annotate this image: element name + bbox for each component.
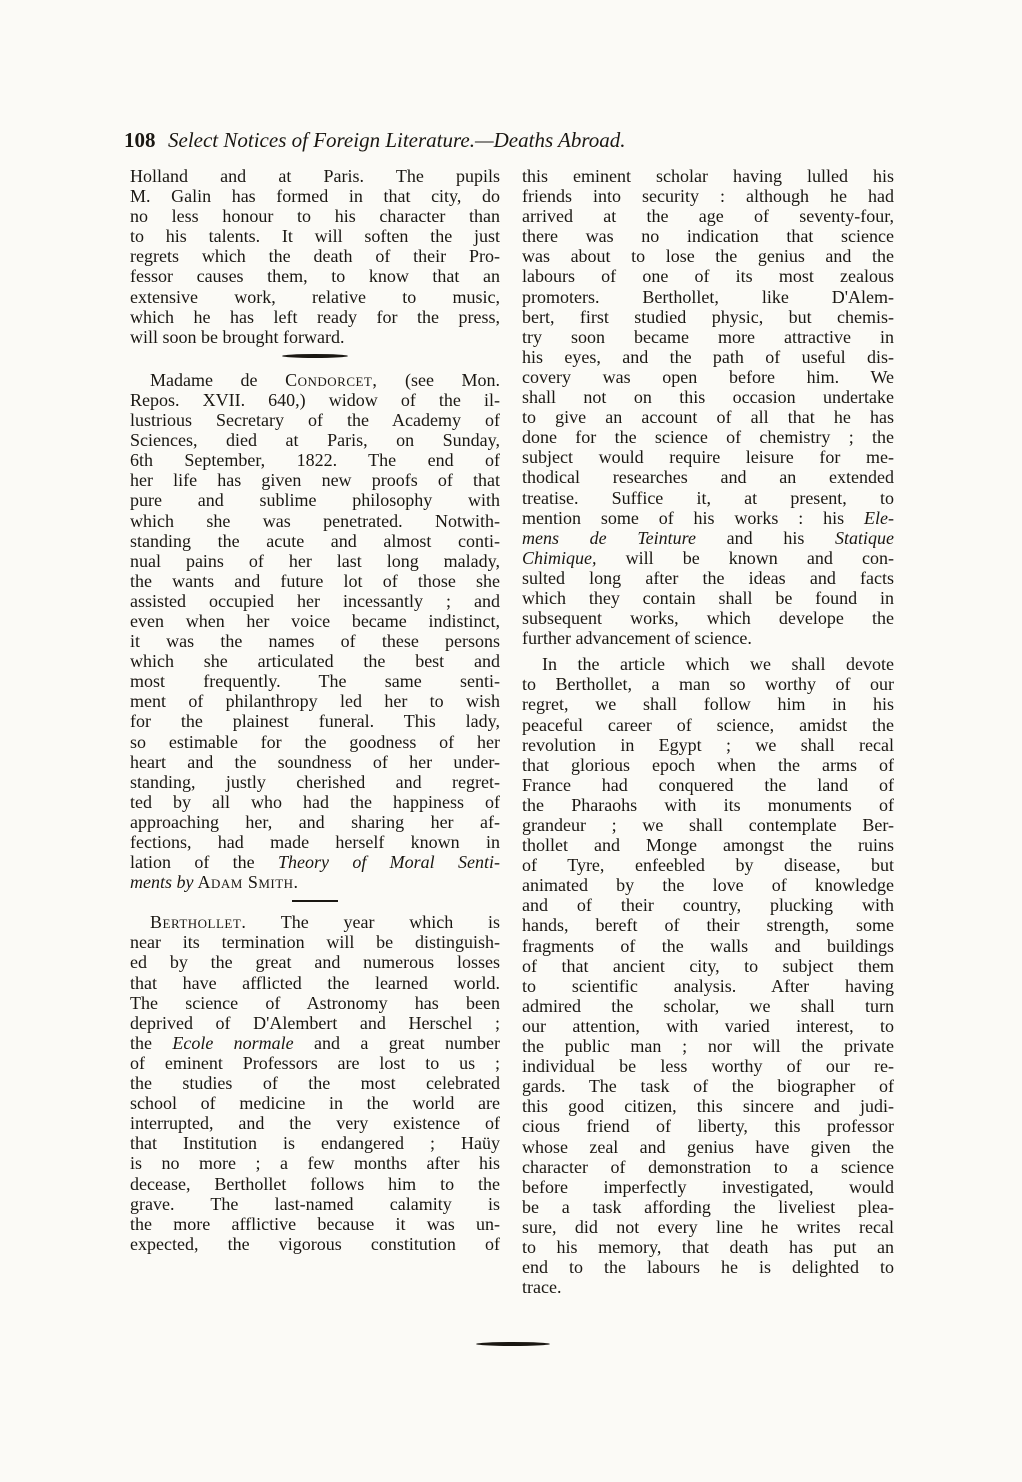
text-line: try soon became more attractive in: [522, 326, 894, 347]
text-line: friends into security : although he had: [522, 186, 894, 207]
text-line: is no more ; a few months after his: [130, 1153, 500, 1174]
text-line: which she articulated the best and: [130, 651, 500, 672]
text-line: nual pains of her last long malady,: [130, 550, 500, 571]
text-line: was about to lose the genius and the: [522, 246, 894, 267]
text-line: [130, 852, 500, 872]
text-line: approaching her, and sharing her af-: [130, 811, 500, 832]
text-line: trace.: [522, 1277, 562, 1298]
text-line: grave. The last-named calamity is: [130, 1193, 500, 1214]
text-line: decease, Berthollet follows him to the: [130, 1173, 500, 1194]
text-line: that Institution is endangered ; Haüy: [130, 1133, 500, 1154]
text-line: pure and sublime philosophy with: [130, 490, 500, 511]
text-line: will soon be brought forward.: [130, 326, 345, 347]
text-line: gards. The task of the biographer of: [522, 1076, 894, 1097]
text-line: so estimable for the goodness of her: [130, 731, 500, 752]
text-line: done for the science of chemistry ; the: [522, 427, 894, 448]
text-fragment: lation of the: [130, 852, 278, 873]
right-column: [522, 166, 894, 1297]
berthollet-continued: [522, 166, 894, 648]
text-line: ted by all who had the happiness of: [130, 791, 500, 812]
berthollet-notice: [130, 912, 500, 1254]
text-line: for the plainest funeral. This lady,: [130, 711, 500, 732]
text-line: [130, 912, 500, 932]
text-line: regrets which the death of their Pro-: [130, 246, 500, 267]
text-line: it was the names of these persons: [130, 631, 500, 652]
text-line: our attention, with varied interest, to: [522, 1015, 894, 1036]
text-line: deprived of D'Alembert and Herschel ;: [130, 1012, 500, 1033]
book-title: Theory of Moral Senti-: [278, 852, 500, 873]
text-line: of that ancient city, to subject them: [522, 955, 894, 976]
text-line: most frequently. The same senti-: [130, 671, 500, 692]
text-line: the more afflictive because it was un-: [130, 1213, 500, 1234]
text-line: In the article which we shall devote: [542, 654, 894, 675]
text-line: [130, 872, 500, 892]
text-line: bert, first studied physic, but chemis-: [522, 306, 894, 327]
text-line: end to the labours he is delighted to: [522, 1257, 894, 1278]
text-line: regret, we shall follow him in his: [522, 694, 894, 715]
text-line: ment of philanthropy led her to wish: [130, 691, 500, 712]
text-line: Repos. XVII. 640,) widow of the il-: [130, 389, 500, 410]
text-line: [522, 548, 894, 568]
text-line: fragments of the walls and buildings: [522, 935, 894, 956]
text-line: which he has left ready for the press,: [130, 306, 500, 327]
work-title: Chimique,: [522, 547, 597, 568]
text-line: near its termination will be distinguish-: [130, 932, 500, 953]
work-title: mens de Teinture: [522, 527, 696, 548]
text-line: heart and the soundness of her under-: [130, 751, 500, 772]
text-line: which they contain shall be found in: [522, 587, 894, 608]
text-line: standing the acute and almost conti-: [130, 530, 500, 551]
text-line: no less honour to his character than: [130, 206, 500, 227]
text-line: The science of Astronomy has been: [130, 992, 500, 1013]
text-line: lustrious Secretary of the Academy of: [130, 410, 500, 431]
text-line: hands, bereft of their strength, some: [522, 915, 894, 936]
section-divider: [282, 354, 348, 358]
text-line: the Pharaohs with its monuments of: [522, 794, 894, 815]
text-line: Sciences, died at Paris, on Sunday,: [130, 430, 500, 451]
text-line: arrived at the age of seventy-four,: [522, 206, 894, 227]
text-line: to his talents. It will soften the just: [130, 226, 500, 247]
text-line: Holland and at Paris. The pupils: [130, 166, 500, 186]
text-line: subsequent works, which develope the: [522, 608, 894, 629]
text-line: peaceful career of science, amidst the: [522, 714, 894, 735]
text-line: interrupted, and the very existence of: [130, 1113, 500, 1134]
text-line: treatise. Suffice it, at present, to: [522, 487, 894, 508]
text-fragment: (see Mon.: [377, 369, 500, 390]
text-line: 6th September, 1822. The end of: [130, 450, 500, 471]
text-line: to Berthollet, a man so worthy of our: [522, 674, 894, 695]
text-line: to scientific analysis. After having: [522, 975, 894, 996]
text-line: [130, 1033, 500, 1053]
text-line: the studies of the most celebrated: [130, 1073, 500, 1094]
text-line: [522, 528, 894, 548]
left-column: [130, 166, 500, 1254]
text-fragment: Madame de: [150, 369, 286, 390]
text-line: the public man ; nor will the private: [522, 1036, 894, 1057]
text-line: be a task affording the liveliest plea-: [522, 1196, 894, 1217]
work-title: Statique: [835, 527, 894, 548]
text-line: to give an account of all that he has: [522, 407, 894, 428]
text-line: assisted occupied her incessantly ; and: [130, 590, 500, 611]
text-line: fessor causes them, to know that an: [130, 266, 500, 287]
text-line: expected, the vigorous constitution of: [130, 1233, 500, 1254]
text-line: this good citizen, this sincere and judi-: [522, 1096, 894, 1117]
text-line: extensive work, relative to music,: [130, 286, 500, 307]
text-line: to his memory, that death has put an: [522, 1236, 894, 1257]
text-line: individual be less worthy of our re-: [522, 1056, 894, 1077]
text-line: this eminent scholar having lulled his: [522, 166, 894, 186]
text-line: standing, justly cherished and regret-: [130, 771, 500, 792]
page-header: [124, 128, 904, 160]
text-line: of Tyre, enfeebled by disease, but: [522, 855, 894, 876]
text-fragment: will be known and con-: [596, 547, 894, 568]
text-line: M. Galin has formed in that city, do: [130, 186, 500, 207]
text-line: animated by the love of knowledge: [522, 875, 894, 896]
work-title: Ele-: [864, 507, 894, 528]
text-line: further advancement of science.: [522, 628, 752, 649]
text-fragment: and his: [696, 527, 835, 548]
text-line: grandeur ; we shall contemplate Ber-: [522, 815, 894, 835]
text-line: promoters. Berthollet, like D'Alem-: [522, 286, 894, 307]
institution-name: Ecole normale: [172, 1032, 294, 1053]
text-line: ed by the great and numerous losses: [130, 952, 500, 973]
text-line: [130, 370, 500, 390]
text-line: that have afflicted the learned world.: [130, 972, 500, 993]
text-line: sure, did not every line he writes recal: [522, 1216, 894, 1237]
text-line: revolution in Egypt ; we shall recal: [522, 734, 894, 755]
text-line: even when her voice became indistinct,: [130, 610, 500, 631]
text-line: school of medicine in the world are: [130, 1093, 500, 1114]
berthollet-name: Berthollet.: [150, 912, 247, 933]
text-line: whose zeal and genius have given the: [522, 1136, 894, 1157]
condorcet-name: Condorcet,: [285, 369, 378, 390]
author-name: Adam Smith.: [193, 872, 299, 893]
text-line: and of their country, plucking with: [522, 895, 894, 916]
book-title-cont: ments by: [130, 872, 194, 893]
text-line: [522, 508, 894, 528]
text-line: admired the scholar, we shall turn: [522, 995, 894, 1016]
end-divider: [476, 1342, 550, 1346]
text-line: cious friend of liberty, this professor: [522, 1116, 894, 1137]
condorcet-notice: [130, 370, 500, 892]
text-line: labours of one of its most zealous: [522, 266, 894, 287]
text-line: shall not on this occasion undertake: [522, 387, 894, 408]
text-line: that glorious epoch when the arms of: [522, 754, 894, 775]
text-fragment: mention some of his works : his: [522, 507, 865, 528]
text-line: fections, had made herself known in: [130, 832, 500, 852]
text-line: thodical researches and an extended: [522, 467, 894, 488]
text-line: thollet and Monge amongst the ruins: [522, 835, 894, 856]
text-line: which she was penetrated. Notwith-: [130, 510, 500, 531]
text-line: her life has given new proofs of that: [130, 470, 500, 491]
text-line: the wants and future lot of those she: [130, 570, 500, 591]
galin-paragraph: [130, 166, 500, 347]
text-line: France had conquered the land of: [522, 774, 894, 795]
text-fragment: and a great number: [293, 1032, 501, 1053]
text-fragment: the: [130, 1032, 173, 1053]
text-line: before imperfectly investigated, would: [522, 1176, 894, 1197]
text-line: his eyes, and the path of useful dis-: [522, 346, 894, 367]
page-number: 108: [124, 128, 156, 152]
text-line: there was no indication that science: [522, 226, 894, 247]
text-line: subject would require leisure for me-: [522, 447, 894, 468]
text-line: sulted long after the ideas and facts: [522, 567, 894, 588]
text-line: of eminent Professors are lost to us ;: [130, 1052, 500, 1073]
text-line: covery was open before him. We: [522, 366, 894, 387]
running-title: Select Notices of Foreign Literature.—Deaths Abroad.: [168, 128, 626, 152]
article-paragraph: [522, 654, 894, 1297]
section-divider: [292, 900, 338, 902]
text-fragment: The year which is: [246, 912, 500, 933]
text-line: character of demonstration to a science: [522, 1156, 894, 1177]
